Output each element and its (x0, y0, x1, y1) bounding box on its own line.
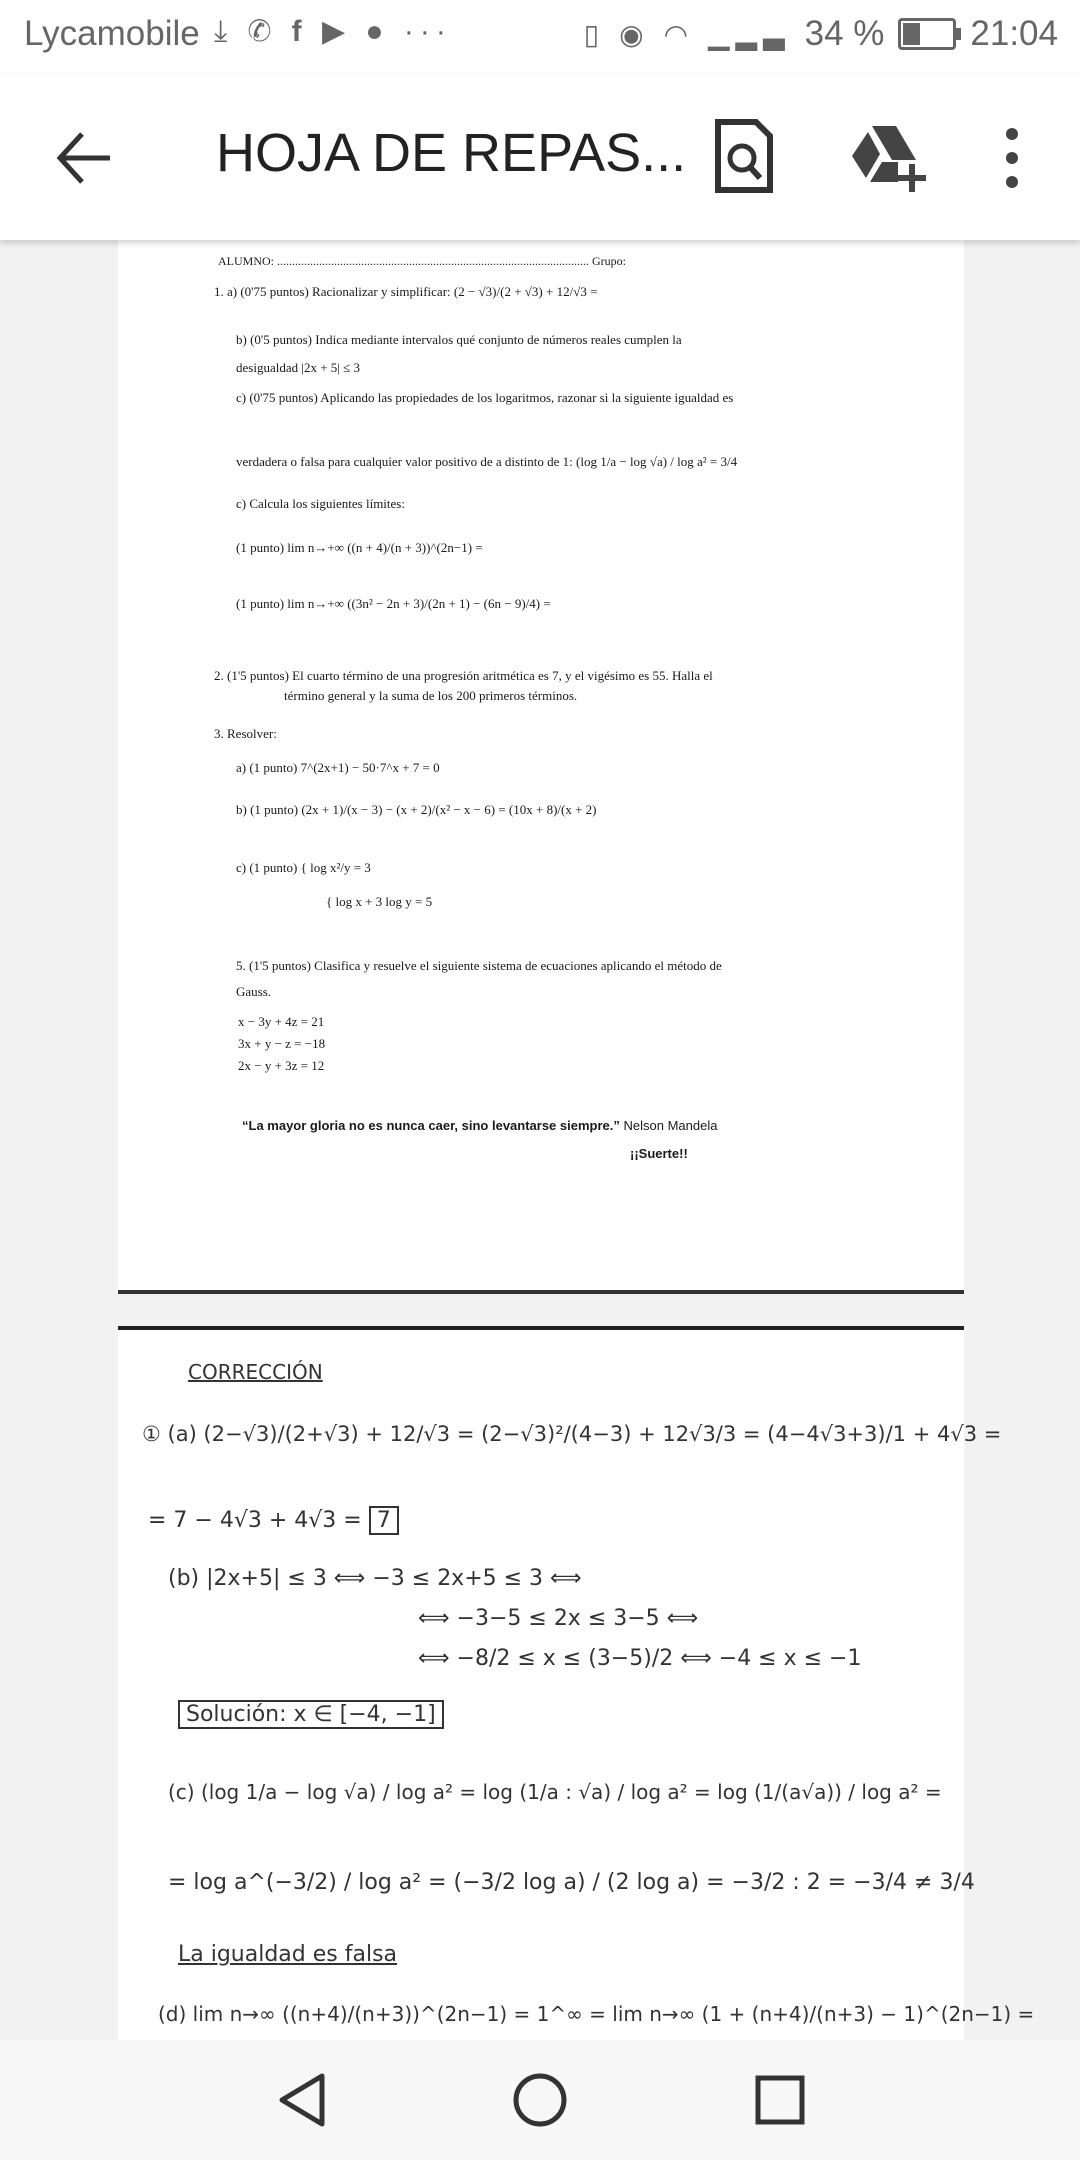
notification-icons (214, 14, 452, 49)
battery-icon (898, 18, 956, 50)
document-viewer[interactable] (0, 240, 1080, 2040)
more-notifications-icon: ··· (403, 15, 452, 48)
question-3: 3. Resolver: (214, 726, 277, 741)
quote-text: “La mayor gloria no es nunca caer, sino levantarse siempre.” (242, 1118, 620, 1133)
question-1b-line1: b) (0'5 puntos) Indica mediante intervalos qué conjunto de números reales cumplen la (236, 332, 682, 347)
download-icon: ⤓ (214, 15, 234, 48)
more-options-button[interactable] (992, 122, 1032, 194)
home-circle-icon (508, 2068, 572, 2132)
status-bar (0, 0, 1080, 74)
question-1a: 1. a) (0'75 puntos) Racionalizar y simplificar: (2 − √3)/(2 + √3) + 12/√3 = (214, 284, 598, 299)
correction-1c-line1: (c) (log 1/a − log √a) / log a² = log (1/a : √a) / log a² = log (1/(a√a)) / log a² = (168, 1780, 942, 1804)
question-1d-limit2: (1 punto) lim n→+∞ ((3n² − 2n + 3)/(2n + 1) − (6n − 9)/4) = (236, 596, 551, 611)
question-2-line1: 2. (1'5 puntos) El cuarto término de una progresión aritmética es 7, y el vigésimo es 55. Halla el (214, 668, 713, 683)
good-luck-text: ¡¡Suerte!! (630, 1146, 688, 1161)
question-1b-line2: desigualdad |2x + 5| ≤ 3 (236, 360, 361, 375)
correction-1a-line2 (148, 1508, 399, 1533)
correction-1d: (d) lim n→∞ ((n+4)/(n+3))^(2n−1) = 1^∞ = lim n→∞ (1 + (n+4)/(n+3) − 1)^(2n−1) = (158, 2002, 1035, 2026)
correction-page (118, 1326, 1035, 2040)
arrow-back-icon (52, 126, 116, 190)
add-to-drive-button[interactable] (846, 122, 926, 194)
exam-page (118, 240, 964, 1294)
system-eq-1: x − 3y + 4z = 21 (238, 1014, 325, 1029)
question-2-line2: término general y la suma de los 200 primeros términos. (284, 688, 578, 703)
back-button[interactable] (52, 126, 116, 190)
question-5-line1: 5. (1'5 puntos) Clasifica y resuelve el siguiente sistema de ecuaciones aplicando el método de (236, 958, 722, 973)
question-3b: b) (1 punto) (2x + 1)/(x − 3) − (x + 2)/(x² − x − 6) = (10x + 8)/(x + 2) (236, 802, 597, 817)
correction-1b-solution: Solución: x ∈ [−4, −1] (178, 1700, 444, 1729)
navigation-bar (0, 2040, 1080, 2160)
quote (242, 1118, 717, 1133)
system-eq-2: 3x + y − z = −18 (238, 1036, 326, 1051)
back-triangle-icon (270, 2068, 334, 2132)
question-3c-eq1: c) (1 punto) { log x²/y = 3 (236, 860, 371, 875)
nav-recents-button[interactable] (748, 2068, 812, 2132)
nav-home-button[interactable] (508, 2068, 572, 2132)
question-3c-eq2: { log x + 3 log y = 5 (326, 894, 433, 909)
signal-icon: ▁▂▃ (708, 18, 791, 50)
correction-1b-line2: ⟺ −3−5 ≤ 2x ≤ 3−5 ⟺ (418, 1606, 699, 1631)
question-3a: a) (1 punto) 7^(2x+1) − 50·7^x + 7 = 0 (236, 760, 440, 775)
question-1d-limit1: (1 punto) lim n→+∞ ((n + 4)/(n + 3))^(2n−1) = (236, 540, 483, 555)
vibrate-icon: ▯ (583, 18, 606, 50)
correction-1c-line2: = log a^(−3/2) / log a² = (−3/2 log a) / (2 log a) = −3/2 : 2 = −3/4 ≠ 3/4 (168, 1870, 975, 1895)
drive-add-icon (846, 122, 926, 194)
file-search-icon (712, 118, 776, 194)
question-5-line2: Gauss. (236, 984, 272, 999)
correction-1c-conclusion: La igualdad es falsa (178, 1942, 398, 1967)
app-bar (0, 74, 1080, 240)
wifi-icon: ◠ (663, 18, 695, 50)
recents-square-icon (748, 2068, 812, 2132)
eye-comfort-icon: ◉ (619, 18, 650, 50)
battery-percentage: 34 % (804, 14, 885, 53)
document-title: HOJA DE REPAS... (216, 123, 687, 183)
system-eq-3: 2x − y + 3z = 12 (238, 1058, 325, 1073)
correction-1b-line1: (b) |2x+5| ≤ 3 ⟺ −3 ≤ 2x+5 ≤ 3 ⟺ (168, 1566, 582, 1591)
correction-1a: ① (a) (2−√3)/(2+√3) + 12/√3 = (2−√3)²/(4−3) + 12√3/3 = (4−4√3+3)/1 + 4√3 = (142, 1422, 1002, 1446)
correction-1b-line3: ⟺ −8/2 ≤ x ≤ (3−5)/2 ⟺ −4 ≤ x ≤ −1 (418, 1646, 862, 1671)
status-right (584, 14, 1058, 54)
nav-back-button[interactable] (270, 2068, 334, 2132)
correction-1a-result: 7 (369, 1506, 399, 1535)
correction-1a-simplification: = 7 − 4√3 + 4√3 = (148, 1508, 362, 1533)
question-1d: c) Calcula los siguientes límites: (236, 496, 405, 511)
student-line: ALUMNO: ........................................................................................................ Grupo: (218, 254, 626, 268)
more-vert-icon (992, 122, 1032, 194)
chat-icon: ● (365, 15, 390, 48)
clock: 21:04 (970, 14, 1058, 53)
quote-author: Nelson Mandela (623, 1118, 718, 1133)
question-1c-line1: c) (0'75 puntos) Aplicando las propiedades de los logaritmos, razonar si la siguiente igualdad es (236, 390, 734, 405)
question-1c-line2: verdadera o falsa para cualquier valor positivo de a distinto de 1: (log 1/a − log √a) / log a² = 3/4 (236, 454, 738, 469)
whatsapp-icon: ✆ (247, 15, 278, 48)
carrier-name: Lycamobile (24, 14, 200, 53)
facebook-icon: f (291, 15, 308, 48)
youtube-icon: ▶ (321, 15, 352, 48)
open-preview-button[interactable] (712, 118, 776, 194)
correction-heading: CORRECCIÓN (188, 1360, 323, 1384)
